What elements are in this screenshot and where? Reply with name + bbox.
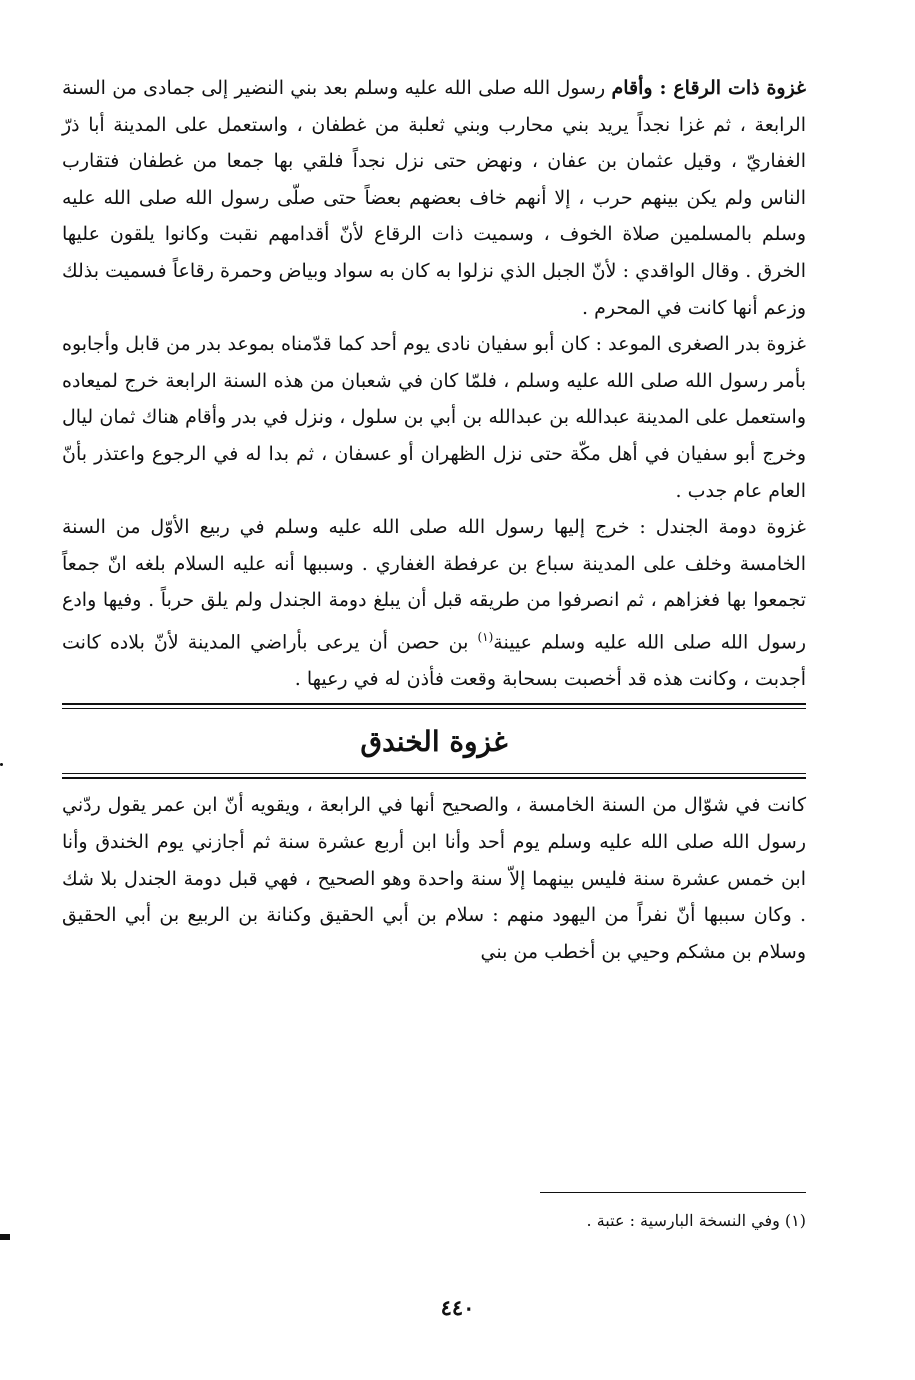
paragraph-text: رسول الله صلى الله عليه وسلم بعد بني النضير إلى جمادى من السنة الرابعة ، ثم غزا نجداً يريد بني محارب وبني ثعلبة من غطفان ، واستعمل على المدينة أبا ذرّ الغفاريّ ، وقيل عثمان بن عفان ، ونهض حتى نزل نجداً فلقي بها جمعا من غطفان فتقارب الناس ولم يكن بينهم حرب ، إلا أنهم خاف بعضهم بعضاً حتى صلّى رسول الله صلى الله عليه وسلم بالمسلمين صلاة الخوف ، وسميت ذات الرقاع لأنّ أقدامهم نقبت وكانوا يلقون عليها الخرق . وقال الواقدي : لأنّ الجبل الذي نزلوا به كان به سواد وبياض وحمرة رقاعاً فسميت بذلك وزعم أنها كانت في المحرم . xyxy=(62,77,806,319)
paragraph-text: غزوة دومة الجندل : خرج إليها رسول الله صلى الله عليه وسلم في ربيع الأوّل من السنة الخامسة وخلف على المدينة سباع بن عرفطة الغفاري . وسببها أنه عليه السلام بلغه انّ جمعاً تجمعوا بها فغزاهم ، ثم انصرفوا من طريقه قبل أن يبلغ دومة الجندل ولم يلق حرباً . وفيها وادع رسول الله صلى الله عليه وسلم عيينة xyxy=(62,516,806,654)
scan-dot xyxy=(0,763,3,766)
footnote-marker: (١) xyxy=(477,629,494,644)
heading-rule-bottom xyxy=(62,773,806,779)
paragraph-dhat-al-riqa xyxy=(62,70,806,326)
heading-rule-top xyxy=(62,703,806,709)
page-body xyxy=(62,70,806,970)
footnote-separator xyxy=(540,1192,806,1193)
paragraph-badr-al-sughra: غزوة بدر الصغرى الموعد : كان أبو سفيان نادى يوم أحد كما قدّمناه بموعد بدر من قابل وأجابوه بأمر رسول الله صلى الله عليه وسلم ، فلمّا كان في شعبان من هذه السنة الرابعة خرج لميعاده واستعمل على المدينة عبدالله بن عبدالله بن أبي بن سلول ، ونزل في بدر وأقام هناك ثمان ليال وخرج أبو سفيان في أهل مكّة حتى نزل الظهران أو عسفان ، ثم بدا له في الرجوع واعتذر بأنّ العام عام جدب . xyxy=(62,333,806,502)
footnote: (١) وفي النسخة البارسية : عتبة . xyxy=(586,1211,806,1230)
paragraph-text: بن حصن أن يرعى بأراضي المدينة لأنّ بلاده كانت أجدبت ، وكانت هذه قد أخصبت بسحابة وقعت فأذن له في رعيها . xyxy=(62,631,806,690)
paragraph-khandaq: كانت في شوّال من السنة الخامسة ، والصحيح أنها في الرابعة ، ويقويه أنّ ابن عمر يقول ردّني رسول الله صلى الله عليه وسلم يوم أحد وأنا ابن أربع عشرة سنة ثم أجازني يوم الخندق وأنا ابن خمس عشرة سنة فليس بينهما إلاّ سنة واحدة وهو الصحيح ، فهي قبل دومة الجندل بلا شك . وكان سببها أنّ نفراً من اليهود منهم : سلام بن أبي الحقيق وكنانة بن الربيع بن أبي الحقيق وسلام بن مشكم وحيي بن أخطب من بني xyxy=(62,794,806,963)
section-heading: غزوة الخندق xyxy=(360,725,508,759)
page-number: ٤٤٠ xyxy=(440,1295,475,1320)
paragraph-lead: غزوة ذات الرقاع : وأقام xyxy=(611,77,806,99)
scan-mark xyxy=(0,1234,10,1240)
paragraph-dumat-al-jandal xyxy=(62,509,806,697)
